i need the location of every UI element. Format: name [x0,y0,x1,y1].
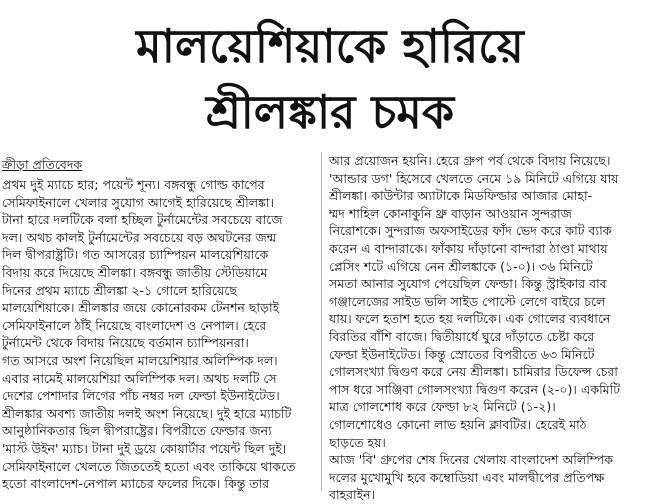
text-line: প্লেসিং শটে এগিয়ে নেন শ্রীলঙ্কাকে (১-০)। ৩৬ মিনিটে [329,258,593,274]
text-line: গত আসরে অংশ নিয়েছিল মালয়েশিয়ার অলিম্পিক দল। [2,352,278,368]
byline: ক্রীড়া প্রতিবেদক [2,157,83,172]
text-line: মালয়েশিয়াকে। শ্রীলঙ্কার জয়ে কোনোরকম টেনশন ছাড়াই [2,300,280,316]
text-line: বিরতির বাঁশি বাজে। দ্বিতীয়ার্ধে ঘুরে দাঁড়াতে চেষ্টা করে [329,328,595,344]
text-line: বাহরাইন। [329,487,376,503]
text-line: যায়। ফলে হতাশ হতে হয় দলটিকে। এক গোলের ব্যবধানে [329,311,611,327]
text-line: পাস ধরে সাঞ্জিবা গোলসংখ্যা দ্বিগুণ করেন (২-০)। একমিটি [329,381,621,397]
headline-line-1: মালয়েশিয়াকে হারিয়ে [136,19,524,73]
text-line: এবার নামেই মালয়েশিয়া অলিম্পিক দল। অথচ দলটি সে [2,370,277,386]
text-line: ম্মদ শাহিল কোনাকুনি থ্রু বাড়ান আওয়ান সুন্দরাজ [329,205,572,221]
text-line: মাত্র গোলশোধ করে ফেল্ডা ৮২ মিনিটে (১-২)। [329,399,556,415]
text-line: 'আন্ডার ডগ' হিসেবে খেলতে নেমে ১৯ মিনিটে এগিয়ে যায় [329,170,619,186]
article-column-right [329,152,656,504]
text-line: করেন এ বান্দারাকে। ফাঁকায় দাঁড়ানো বান্দারা ঠাণ্ডা মাথায় [329,240,608,256]
text-line: আনুষ্ঠানিকতার ছিল দ্বীপরাষ্ট্রের। বিপরীতে ফেল্ডার জন্য [2,423,272,439]
text-line: সেমিফাইনালে ঠাঁই নিয়েছে বাংলাদেশ ও নেপাল। হেরে [2,317,267,333]
text-line: আর প্রয়োজন হয়নি। হেরে গ্রুপ পর্ব থেকে বিদায় নিয়েছে। [329,153,611,168]
text-line: শ্রীলঙ্কা। কাউন্টার অ্যাটাকে মিডফিল্ডার আজার মোহা- [329,188,593,204]
text-line: গঞ্জালেজের সাইড ভলি সাইড পোস্টে লেগে বাইরে চলে [329,293,606,309]
text-line: আজ 'বি' গ্রুপের শেষ দিনের খেলায় বাংলাদেশ অলিম্পিক [329,452,614,468]
text-line: গোলশোধেও কোনো লাভ হয়নি ক্লাবটির। হেরেই মাঠ [329,416,587,432]
text-line: দেশের পেশাদার লিগের পাঁচ নম্বর দল ফেল্ডা ইউনাইটেড। [2,388,280,404]
text-line: দিনের প্রথম ম্যাচে শ্রীলঙ্কা ২-১ গোলে হারিয়েছে [2,282,238,298]
text-line: টানা হারে দলটিকে বলা হচ্ছিল টুর্নামেন্টের সবচেয়ে বাজে [2,212,283,228]
text-line: সেমিফাইনালে খেলতে জিততেই হতো এবং তাকিয়ে থাকতে [2,458,296,474]
text-line: ফেল্ডা ইউনাইটেড। কিন্তু স্রোতের বিপরীতে ৬৩ মিনিটে [329,346,595,362]
text-line: টুর্নামেন্ট থেকে বিদায় নিয়েছে বর্তমান চ্যাম্পিয়নরা। [2,335,249,351]
text-line: নিরোশকে। সুন্দরাজ অফসাইডের ফাঁদ ভেদ করে কাট ব্যাক [329,223,612,239]
text-line: সেমিফাইনালে খেলার সুযোগ আগেই হারিয়েছে শ্রীলঙ্কা। [2,194,274,210]
text-line: শ্রীলঙ্কার অবশ্য জাতীয় দলই অংশ নিয়েছে। দুই হারে ম্যাচটি [2,405,292,421]
column-divider [321,152,322,492]
text-line: ছাড়তে হয়। [329,434,386,450]
text-line: দল। অথচ কালই টুর্নামেন্টের সবচেয়ে বড় অঘটনের জন্ম [2,229,277,245]
article-column-left [2,176,315,493]
text-line: 'মাস্ট উইন' ম্যাচ। টানা দুই ড্রয়ে কোয়ার্টার পয়েন্ট ছিল দুই। [2,440,287,456]
text-line: বিদায় করে দিয়েছে শ্রীলঙ্কা। বঙ্গবন্ধু জাতীয় স্টেডিয়ামে [2,264,268,280]
text-line: গোলসংখ্যা দ্বিগুণ করে নেয় শ্রীলঙ্কা। চামিরার ডিফেন্স চেরা [329,364,618,380]
text-line: প্রথম দুই ম্যাচে হার; পয়েন্ট শূন্য। বঙ্গবন্ধু গোল্ড কাপের [2,177,265,192]
text-line: দলের মুখোমুখি হবে কম্বোডিয়া এবং মালদ্বীপের প্রতিপক্ষ [329,469,605,485]
headline-line-2: শ্রীলঙ্কার চমক [205,85,455,139]
top-edge-strip [0,0,660,6]
text-line: সমতা আনার সুযোগ পেয়েছিল ফেল্ডা। কিন্তু স্ট্রাইকার বাব [329,276,607,292]
text-line: হতো বাংলাদেশ-নেপাল ম্যাচের ফলের দিকে। কিন্তু তার [2,476,270,492]
text-line: দিল দ্বীপরাষ্ট্রটি। গত আসরের চ্যাম্পিয়ন মালয়েশিয়াকে [2,247,269,263]
